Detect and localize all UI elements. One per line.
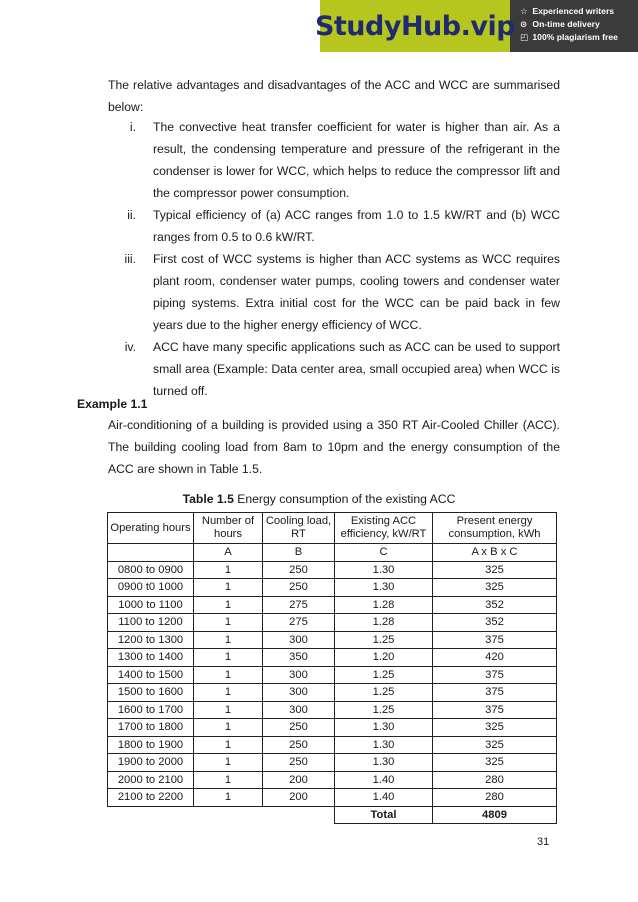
table-cell: 1.28 <box>335 596 433 614</box>
table-cell: 1.25 <box>335 701 433 719</box>
table-row <box>108 579 557 597</box>
total-label: Total <box>335 806 433 824</box>
table-cell: 250 <box>263 579 335 597</box>
table-row <box>108 649 557 667</box>
table-cell: 1.30 <box>335 719 433 737</box>
feature-plagiarism-free <box>520 31 638 44</box>
table-row <box>108 684 557 702</box>
table-cell: 1 <box>194 771 263 789</box>
table-cell: 375 <box>433 666 557 684</box>
table-cell: 280 <box>433 771 557 789</box>
table-cell: 300 <box>263 684 335 702</box>
list-number: iii. <box>124 252 136 266</box>
star-icon: ☆ <box>520 6 528 16</box>
table-cell: 1800 to 1900 <box>108 736 194 754</box>
table-cell: 420 <box>433 649 557 667</box>
list-item <box>108 116 560 204</box>
letter-cell: A <box>194 544 263 562</box>
letter-cell <box>108 544 194 562</box>
table-cell: 0800 to 0900 <box>108 561 194 579</box>
table-row <box>108 736 557 754</box>
table-row <box>108 771 557 789</box>
table-cell: 1 <box>194 614 263 632</box>
table-cell: 1500 to 1600 <box>108 684 194 702</box>
table-cell: 1300 to 1400 <box>108 649 194 667</box>
table-cell: 1900 to 2000 <box>108 754 194 772</box>
table-row <box>108 561 557 579</box>
column-header: Operating hours <box>108 513 194 544</box>
table-row <box>108 614 557 632</box>
column-header: Cooling load, RT <box>263 513 335 544</box>
table-cell: 1600 to 1700 <box>108 701 194 719</box>
table-total-row <box>108 806 557 824</box>
table-cell: 1.40 <box>335 771 433 789</box>
letter-cell: C <box>335 544 433 562</box>
table-cell: 375 <box>433 701 557 719</box>
table-cell: 1.30 <box>335 736 433 754</box>
table-cell: 250 <box>263 754 335 772</box>
list-number: ii. <box>127 208 136 222</box>
table-cell: 1.25 <box>335 666 433 684</box>
table-header-row <box>108 513 557 544</box>
list-number: i. <box>129 120 136 134</box>
table-row <box>108 719 557 737</box>
table-cell: 1200 to 1300 <box>108 631 194 649</box>
table-cell: 250 <box>263 561 335 579</box>
table-cell: 1.30 <box>335 579 433 597</box>
table-row <box>108 701 557 719</box>
table-caption <box>0 490 638 508</box>
letter-cell: B <box>263 544 335 562</box>
table-cell: 325 <box>433 754 557 772</box>
table-cell: 350 <box>263 649 335 667</box>
table-cell: 1.25 <box>335 684 433 702</box>
feature-on-time-delivery <box>520 18 638 31</box>
table-cell: 1 <box>194 631 263 649</box>
table-cell: 300 <box>263 701 335 719</box>
example-heading: Example 1.1 <box>77 397 148 411</box>
table-cell: 1 <box>194 736 263 754</box>
table-cell: 1.30 <box>335 561 433 579</box>
table-cell: 1 <box>194 561 263 579</box>
table-cell: 325 <box>433 736 557 754</box>
table-cell: 300 <box>263 666 335 684</box>
table-cell: 1700 to 1800 <box>108 719 194 737</box>
list-text: First cost of WCC systems is higher than ACC systems as WCC requires plant room, condenser water pumps, cooling towers and condenser water piping systems. Extra initial cost for the WCC can be paid back in few years due to the higher energy efficiency of WCC. <box>153 252 560 332</box>
table-cell: 325 <box>433 579 557 597</box>
list-item <box>108 248 560 336</box>
clock-icon: ⊙ <box>520 19 528 29</box>
studyhub-banner[interactable] <box>314 0 638 52</box>
table-cell: 200 <box>263 789 335 807</box>
table-cell: 1 <box>194 701 263 719</box>
table-cell: 250 <box>263 736 335 754</box>
table-cell: 1 <box>194 789 263 807</box>
table-cell: 1000 to 1100 <box>108 596 194 614</box>
total-value: 4809 <box>433 806 557 824</box>
list-text: ACC have many specific applications such as ACC can be used to support small area (Example: Data center area, small occupied area) when WCC is turned off. <box>153 340 560 398</box>
page-number: 31 <box>537 836 550 848</box>
example-paragraph: Air-conditioning of a building is provided using a 350 RT Air-Cooled Chiller (ACC). The building cooling load from 8am to 10pm and the energy consumption of the ACC are shown in Table 1.5. <box>108 418 560 476</box>
table-cell: 325 <box>433 719 557 737</box>
table-cell: 1 <box>194 596 263 614</box>
table-cell: 300 <box>263 631 335 649</box>
table-cell: 352 <box>433 614 557 632</box>
table-caption-label: Table 1.5 <box>182 492 234 506</box>
table-cell: 1.28 <box>335 614 433 632</box>
table-cell: 1.30 <box>335 754 433 772</box>
table-cell: 325 <box>433 561 557 579</box>
table-cell: 1.20 <box>335 649 433 667</box>
table-row <box>108 754 557 772</box>
feature-label: Experienced writers <box>532 6 615 16</box>
feature-label: 100% plagiarism free <box>532 32 618 42</box>
table-row <box>108 789 557 807</box>
table-row <box>108 666 557 684</box>
table-cell: 1 <box>194 649 263 667</box>
table-cell: 1 <box>194 579 263 597</box>
table-cell: 1 <box>194 754 263 772</box>
table-cell: 250 <box>263 719 335 737</box>
table-cell: 280 <box>433 789 557 807</box>
table-cell: 375 <box>433 631 557 649</box>
copy-icon: ◰ <box>520 32 529 42</box>
list-item <box>108 204 560 248</box>
list-text: The convective heat transfer coefficient for water is higher than air. As a result, the condensing temperature and pressure of the refrigerant in the condenser is lower for WCC, which helps to reduce the compressor lift and the compressor power consumption. <box>153 120 560 200</box>
table-cell: 352 <box>433 596 557 614</box>
table-cell: 275 <box>263 596 335 614</box>
table-cell: 275 <box>263 614 335 632</box>
table-cell: 2000 to 2100 <box>108 771 194 789</box>
table-letter-row <box>108 544 557 562</box>
column-header: Present energy consumption, kWh <box>433 513 557 544</box>
studyhub-logo[interactable]: StudyHub.vip <box>320 0 510 52</box>
energy-table <box>107 512 557 824</box>
feature-label: On-time delivery <box>532 19 600 29</box>
list-number: iv. <box>124 340 136 354</box>
banner-features <box>510 0 638 52</box>
table-cell: 375 <box>433 684 557 702</box>
letter-cell: A x B x C <box>433 544 557 562</box>
table-cell: 200 <box>263 771 335 789</box>
feature-experienced-writers <box>520 5 638 18</box>
table-cell: 0900 t0 1000 <box>108 579 194 597</box>
comparison-list <box>108 116 560 402</box>
column-header: Existing ACC efficiency, kW/RT <box>335 513 433 544</box>
table-cell: 2100 to 2200 <box>108 789 194 807</box>
table-cell: 1 <box>194 666 263 684</box>
table-caption-text: Energy consumption of the existing ACC <box>233 492 456 506</box>
table-cell: 1.25 <box>335 631 433 649</box>
table-row <box>108 596 557 614</box>
list-item <box>108 336 560 402</box>
table-cell: 1100 to 1200 <box>108 614 194 632</box>
table-cell: 1 <box>194 719 263 737</box>
list-text: Typical efficiency of (a) ACC ranges from 1.0 to 1.5 kW/RT and (b) WCC ranges from 0.5 to 0.6 kW/RT. <box>153 208 560 244</box>
table-cell: 1.40 <box>335 789 433 807</box>
table-cell: 1 <box>194 684 263 702</box>
table-cell: 1400 to 1500 <box>108 666 194 684</box>
table-row <box>108 631 557 649</box>
column-header: Number of hours <box>194 513 263 544</box>
blank-cell <box>108 806 335 824</box>
intro-paragraph: The relative advantages and disadvantages of the ACC and WCC are summarised below: <box>108 78 560 114</box>
